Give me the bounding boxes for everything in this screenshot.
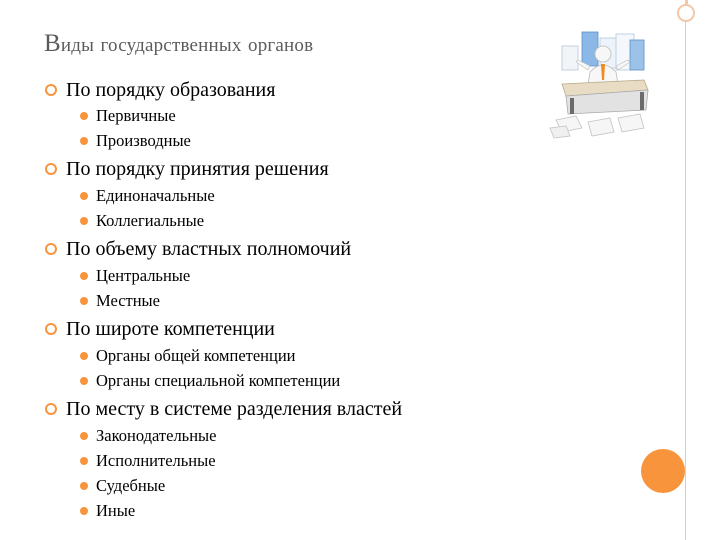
dot-bullet-icon bbox=[80, 137, 88, 145]
section-heading bbox=[44, 236, 604, 262]
section-heading-text: По широте компетенции bbox=[66, 317, 275, 340]
dot-bullet-icon bbox=[80, 432, 88, 440]
list-item bbox=[80, 106, 580, 126]
section-heading-text: По порядку принятия решения bbox=[66, 157, 329, 180]
dot-bullet-icon bbox=[80, 297, 88, 305]
ring-bullet-icon bbox=[44, 322, 58, 336]
ring-icon bbox=[677, 4, 695, 22]
list-item-text: Исполнительные bbox=[96, 451, 216, 470]
dot-bullet-icon bbox=[80, 482, 88, 490]
list-item bbox=[80, 346, 580, 366]
title-word-2: государственных bbox=[100, 35, 242, 56]
list-item-text: Местные bbox=[96, 291, 160, 310]
list-item-text: Законодательные bbox=[96, 426, 217, 445]
orange-circle-icon bbox=[641, 449, 685, 493]
frame-border-line bbox=[685, 0, 686, 540]
ring-bullet-icon bbox=[44, 402, 58, 416]
list-item-text: Единоначальные bbox=[96, 186, 215, 205]
list-item bbox=[80, 451, 580, 471]
list-item-text: Центральные bbox=[96, 266, 191, 285]
list-item-text: Органы общей компетенции bbox=[96, 346, 296, 365]
dot-bullet-icon bbox=[80, 377, 88, 385]
dot-bullet-icon bbox=[80, 192, 88, 200]
list-item-text: Иные bbox=[96, 501, 136, 520]
list-item bbox=[80, 426, 580, 446]
list-item-text: Судебные bbox=[96, 476, 166, 495]
list-item bbox=[80, 501, 580, 521]
dot-bullet-icon bbox=[80, 507, 88, 515]
section-heading bbox=[44, 396, 604, 422]
section-heading-text: По объему властных полномочий bbox=[66, 237, 352, 260]
list-item bbox=[80, 211, 580, 231]
dot-bullet-icon bbox=[80, 352, 88, 360]
list-item-text: Органы специальной компетенции bbox=[96, 371, 341, 390]
ring-bullet-icon bbox=[44, 83, 58, 97]
section-heading bbox=[44, 316, 604, 342]
desk-worker-clipart bbox=[548, 28, 654, 140]
slide-title bbox=[44, 30, 313, 58]
dot-bullet-icon bbox=[80, 112, 88, 120]
dot-bullet-icon bbox=[80, 217, 88, 225]
list-item bbox=[80, 186, 580, 206]
list-item-text: Первичные bbox=[96, 106, 176, 125]
list-item-text: Производные bbox=[96, 131, 191, 150]
list-item bbox=[80, 476, 580, 496]
section-heading bbox=[44, 77, 604, 103]
list-item bbox=[80, 371, 580, 391]
ring-bullet-icon bbox=[44, 242, 58, 256]
list-item bbox=[80, 291, 580, 311]
list-item bbox=[80, 266, 580, 286]
title-word-3: органов bbox=[248, 35, 314, 56]
ring-bullet-icon bbox=[44, 162, 58, 176]
section-heading-text: По месту в системе разделения властей bbox=[66, 397, 403, 420]
title-rest-word: иды bbox=[60, 35, 95, 56]
dot-bullet-icon bbox=[80, 272, 88, 280]
list-item bbox=[80, 131, 580, 151]
dot-bullet-icon bbox=[80, 457, 88, 465]
section-heading bbox=[44, 156, 604, 182]
title-first-letter: В bbox=[44, 30, 61, 57]
list-item-text: Коллегиальные bbox=[96, 211, 205, 230]
section-heading-text: По порядку образования bbox=[66, 78, 276, 101]
